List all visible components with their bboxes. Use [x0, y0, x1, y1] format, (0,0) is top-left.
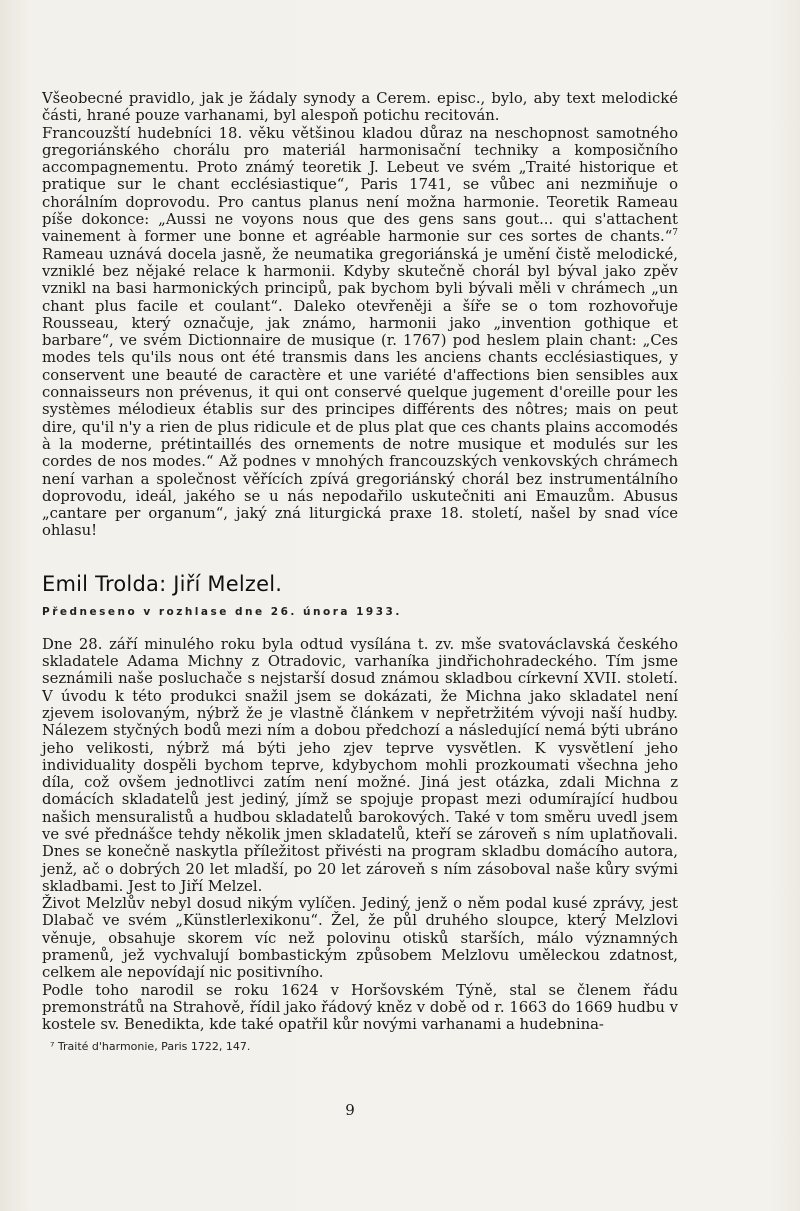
text-column — [42, 90, 678, 1053]
article-paragraph: Podle toho narodil se roku 1624 v Horšovském Týně, stal se členem řádu premonstrátů na Strahově, řídil jako řádový kněz v době od r. 1663 do 1669 hudbu v kostele sv. Benedikta, kde také opatřil kůr novými varhanami a hudebnina- — [42, 981, 678, 1034]
page-number: 9 — [345, 1101, 355, 1119]
intro-paragraph-text: Rameau uznává docela jasně, že neumatika gregoriánská je umění čistě melodické, vzniklé bez nějaké relace k harmonii. Kdyby skutečně chorál byl býval jako zpěv vznikl na basi harmonických principů, pak bychom byli bývali měli v chrámech „un chant plus facile et coulant“. Daleko otevřeněji a šíře se o tom rozhovořuje Rousseau, který označuje, jak známo, harmonii jako „invention gothique et barbare“, ve svém Dictionnaire de musique (r. 1767) pod heslem plain chant: „Ces modes tels qu'ils nous ont été transmis dans les anciens chants ecclésiastiques, y conservent une beauté de caractère et une variété d'affections bien sensibles aux connaisseurs non prévenus, it qui ont conservé quelque jugement d'oreille pour les systèmes mélodieux établis sur des principes différents des nôtres; mais on peut dire, qu'il n'y a rien de plus ridicule et de plus plat que ces chants plains accomodés à la moderne, prétintaillés des ornements de notre musique et modulés sur les cordes de nos modes.“ Až podnes v mnohých francouzských venkovských chrámech není varhan a společnost věřících zpívá gregoriánský chorál bez instrumentálního doprovodu, ideál, jakého se u nás nepodařilo uskutečniti ani Emauzům. Abusus „cantare per organum“, jaký zná liturgická praxe 18. století, našel by snad více ohlasu! — [42, 245, 678, 540]
intro-paragraph-text: Francouzští hudebníci 18. věku většinou kladou důraz na neschopnost samotného gregoriánského chorálu pro materiál harmonisační techniky a komposičního accompagnementu. Proto známý teoretik J. Lebeut ve svém „Traité historique et pratique sur le chant ecclésiastique“, Paris 1741, se vůbec ani nezmiňuje o chorálním doprovodu. Pro cantus planus není možna harmonie. Teoretik Rameau píše dokonce: „Aussi ne voyons nous que des gens sans gout... qui s'attachent vainement à former une bonne et agréable harmonie sur ces sortes de chants.“ — [42, 124, 678, 246]
footnote-marker: 7 — [672, 228, 678, 239]
article-paragraph: Dne 28. září minulého roku byla odtud vysílána t. zv. mše svatováclavská českého skladatele Adama Michny z Otradovic, varhaníka jindřichohradeckého. Tím jsme seznámili naše posluchače s nejstarší dosud známou skladbou církevní XVII. století. V úvodu k této produkci snažil jsem se dokázati, že Michna jako skladatel není zjevem isolovaným, nýbrž že je vlastně článkem v nepřetržitém vývoji naší hudby. Nálezem styčných bodů mezi ním a dobou předchozí a následující nemá býti ubráno jeho velikosti, nýbrž má býti jeho zjev teprve vysvětlen. K vysvětlení jeho individuality dospěli bychom teprve, kdybychom mohli prozkoumati všechna jeho díla, což ovšem jednotlivci zatím není možné. Jiná jest otázka, zdali Michna z domácích skladatelů jest jediný, jímž se spojuje propast mezi odumírající hudbou našich mensuralistů a hudbou skladatelů barokových. Také v tom směru uvedl jsem ve své přednášce tehdy několik jmen skladatelů, kteří se zároveň s ním uplatňovali. Dnes se konečně naskytla příležitost přivésti na program skladbu domácího autora, jenž, ač o dobrých 20 let mladší, po 20 let zároveň s ním zásoboval naše kůry svými skladbami. Jest to Jiří Melzel. — [42, 635, 678, 895]
intro-paragraph: Všeobecné pravidlo, jak je žádaly synody a Cerem. episc., bylo, aby text melodické části, hrané pouze varhanami, byl alespoň potichu recitován. — [42, 90, 678, 125]
article-title: Emil Trolda: Jiří Melzel. — [42, 571, 283, 596]
footnote: ⁷ Traité d'harmonie, Paris 1722, 147. — [50, 1039, 251, 1053]
intro-paragraph — [42, 125, 678, 540]
article-subtitle: Předneseno v rozhlase dne 26. února 1933. — [42, 605, 402, 618]
article-paragraph: Život Melzlův nebyl dosud nikým vylíčen. Jediný, jenž o něm podal kusé zprávy, jest Dlabač ve svém „Künstlerlexikonu“. Žel, že půl druhého sloupce, který Melzlovi věnuje, obsahuje skorem víc než polovinu otisků starších, málo významných pramenů, jež vychvalují bombastickým způsobem Melzlovu uměleckou zdatnost, celkem ale nepovídají nic positivního. — [42, 895, 678, 982]
